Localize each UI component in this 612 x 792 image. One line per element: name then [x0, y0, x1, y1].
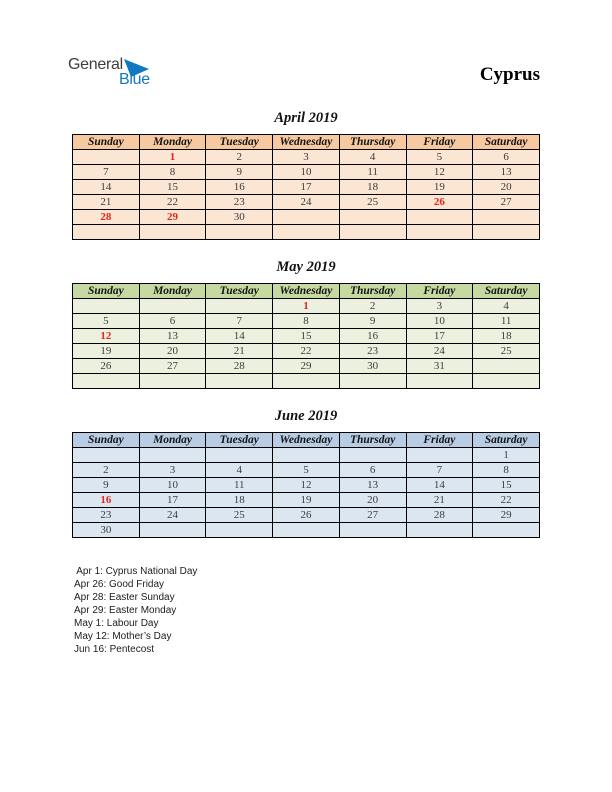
day-cell-18: 18	[339, 180, 406, 195]
day-cell-30: 30	[339, 359, 406, 374]
week-row	[73, 299, 540, 314]
day-cell-2: 2	[339, 299, 406, 314]
empty-day-cell	[406, 210, 473, 225]
day-cell-30: 30	[206, 210, 273, 225]
day-cell-29: 29	[473, 508, 540, 523]
calendar-table-june	[72, 432, 540, 538]
week-row	[73, 359, 540, 374]
week-row	[73, 329, 540, 344]
month-title-may: May 2019	[276, 259, 336, 275]
month-title-april: April 2019	[274, 110, 338, 126]
day-cell-28: 28	[73, 210, 140, 225]
holiday-item: Apr 29: Easter Monday	[74, 605, 177, 616]
day-cell-24: 24	[273, 195, 340, 210]
day-cell-11: 11	[473, 314, 540, 329]
day-cell-19: 19	[273, 493, 340, 508]
day-cell-14: 14	[73, 180, 140, 195]
week-row	[73, 478, 540, 493]
day-cell-6: 6	[339, 463, 406, 478]
day-cell-21: 21	[406, 493, 473, 508]
day-header-friday: Friday	[406, 433, 473, 448]
day-header-tuesday: Tuesday	[206, 433, 273, 448]
day-header-thursday: Thursday	[339, 433, 406, 448]
calendar-table-april	[72, 134, 540, 240]
week-row	[73, 493, 540, 508]
day-cell-14: 14	[406, 478, 473, 493]
day-cell-15: 15	[139, 180, 206, 195]
week-row	[73, 448, 540, 463]
day-cell-7: 7	[406, 463, 473, 478]
week-row	[73, 150, 540, 165]
empty-day-cell	[339, 523, 406, 538]
week-row	[73, 210, 540, 225]
day-cell-25: 25	[339, 195, 406, 210]
day-header-friday: Friday	[406, 284, 473, 299]
day-cell-10: 10	[139, 478, 206, 493]
day-cell-4: 4	[339, 150, 406, 165]
day-cell-1: 1	[139, 150, 206, 165]
day-cell-19: 19	[406, 180, 473, 195]
empty-day-cell	[273, 225, 340, 240]
day-header-sunday: Sunday	[73, 433, 140, 448]
page-title: Cyprus	[479, 64, 540, 85]
empty-day-cell	[73, 225, 140, 240]
day-cell-1: 1	[473, 448, 540, 463]
empty-day-cell	[139, 225, 206, 240]
month-section-april	[72, 108, 540, 240]
day-cell-4: 4	[473, 299, 540, 314]
day-cell-8: 8	[139, 165, 206, 180]
day-header-thursday: Thursday	[339, 284, 406, 299]
day-cell-14: 14	[206, 329, 273, 344]
empty-day-cell	[206, 299, 273, 314]
day-header-wednesday: Wednesday	[273, 433, 340, 448]
day-cell-10: 10	[273, 165, 340, 180]
day-cell-23: 23	[339, 344, 406, 359]
day-cell-3: 3	[273, 150, 340, 165]
empty-day-cell	[206, 523, 273, 538]
empty-day-cell	[406, 374, 473, 389]
empty-day-cell	[273, 210, 340, 225]
empty-day-cell	[73, 150, 140, 165]
day-header-thursday: Thursday	[339, 135, 406, 150]
day-cell-6: 6	[139, 314, 206, 329]
day-cell-22: 22	[473, 493, 540, 508]
day-cell-19: 19	[73, 344, 140, 359]
day-cell-11: 11	[339, 165, 406, 180]
day-header-friday: Friday	[406, 135, 473, 150]
logo-text-blue: Blue	[119, 71, 150, 88]
week-row	[73, 165, 540, 180]
day-cell-15: 15	[473, 478, 540, 493]
day-cell-11: 11	[206, 478, 273, 493]
day-cell-26: 26	[406, 195, 473, 210]
day-cell-16: 16	[206, 180, 273, 195]
day-cell-5: 5	[73, 314, 140, 329]
day-cell-2: 2	[206, 150, 273, 165]
empty-day-cell	[473, 225, 540, 240]
day-cell-3: 3	[406, 299, 473, 314]
empty-day-cell	[139, 374, 206, 389]
calendar-table-may	[72, 283, 540, 389]
empty-day-cell	[406, 523, 473, 538]
day-cell-9: 9	[206, 165, 273, 180]
day-cell-27: 27	[339, 508, 406, 523]
day-cell-22: 22	[273, 344, 340, 359]
empty-day-cell	[139, 299, 206, 314]
day-cell-26: 26	[73, 359, 140, 374]
day-cell-16: 16	[73, 493, 140, 508]
empty-day-cell	[473, 210, 540, 225]
day-cell-22: 22	[139, 195, 206, 210]
holiday-item: Apr 26: Good Friday	[74, 579, 165, 590]
day-cell-17: 17	[406, 329, 473, 344]
day-cell-7: 7	[206, 314, 273, 329]
day-cell-9: 9	[339, 314, 406, 329]
day-cell-4: 4	[206, 463, 273, 478]
empty-day-cell	[73, 299, 140, 314]
empty-day-cell	[339, 225, 406, 240]
day-header-wednesday: Wednesday	[273, 284, 340, 299]
day-cell-8: 8	[473, 463, 540, 478]
day-cell-21: 21	[73, 195, 140, 210]
day-cell-2: 2	[73, 463, 140, 478]
day-cell-5: 5	[406, 150, 473, 165]
day-cell-5: 5	[273, 463, 340, 478]
day-cell-24: 24	[406, 344, 473, 359]
empty-day-cell	[339, 448, 406, 463]
day-cell-29: 29	[273, 359, 340, 374]
day-cell-28: 28	[406, 508, 473, 523]
empty-day-cell	[339, 374, 406, 389]
week-row	[73, 523, 540, 538]
holiday-item: Apr 28: Easter Sunday	[74, 592, 175, 603]
day-cell-18: 18	[206, 493, 273, 508]
day-cell-26: 26	[273, 508, 340, 523]
empty-day-cell	[406, 448, 473, 463]
week-row	[73, 314, 540, 329]
day-cell-27: 27	[473, 195, 540, 210]
day-cell-15: 15	[273, 329, 340, 344]
empty-day-cell	[273, 374, 340, 389]
day-cell-25: 25	[473, 344, 540, 359]
empty-day-cell	[139, 523, 206, 538]
day-header-wednesday: Wednesday	[273, 135, 340, 150]
day-cell-23: 23	[73, 508, 140, 523]
day-cell-3: 3	[139, 463, 206, 478]
day-cell-20: 20	[473, 180, 540, 195]
day-cell-17: 17	[139, 493, 206, 508]
week-row	[73, 508, 540, 523]
week-row	[73, 225, 540, 240]
day-cell-12: 12	[406, 165, 473, 180]
day-cell-8: 8	[273, 314, 340, 329]
day-cell-13: 13	[473, 165, 540, 180]
day-header-saturday: Saturday	[473, 135, 540, 150]
empty-day-cell	[473, 374, 540, 389]
week-row	[73, 180, 540, 195]
holiday-item: May 1: Labour Day	[74, 618, 159, 629]
day-cell-7: 7	[73, 165, 140, 180]
day-cell-12: 12	[273, 478, 340, 493]
empty-day-cell	[206, 374, 273, 389]
day-header-sunday: Sunday	[73, 284, 140, 299]
day-cell-17: 17	[273, 180, 340, 195]
empty-day-cell	[73, 448, 140, 463]
empty-day-cell	[139, 448, 206, 463]
day-cell-29: 29	[139, 210, 206, 225]
empty-day-cell	[273, 523, 340, 538]
day-cell-23: 23	[206, 195, 273, 210]
day-header-monday: Monday	[139, 284, 206, 299]
day-header-monday: Monday	[139, 135, 206, 150]
week-row	[73, 195, 540, 210]
logo-text-general: General	[68, 56, 123, 73]
week-row	[73, 374, 540, 389]
day-cell-27: 27	[139, 359, 206, 374]
day-cell-18: 18	[473, 329, 540, 344]
holiday-list	[74, 565, 197, 656]
empty-day-cell	[339, 210, 406, 225]
holiday-item: Apr 1: Cyprus National Day	[74, 566, 198, 577]
day-cell-28: 28	[206, 359, 273, 374]
day-cell-6: 6	[473, 150, 540, 165]
empty-day-cell	[273, 448, 340, 463]
empty-day-cell	[406, 225, 473, 240]
month-section-may	[72, 257, 540, 389]
day-header-tuesday: Tuesday	[206, 284, 273, 299]
day-header-monday: Monday	[139, 433, 206, 448]
general-blue-logo	[68, 56, 178, 88]
day-cell-13: 13	[339, 478, 406, 493]
holiday-item: Jun 16: Pentecost	[74, 644, 155, 655]
day-cell-24: 24	[139, 508, 206, 523]
empty-day-cell	[73, 374, 140, 389]
week-row	[73, 463, 540, 478]
empty-day-cell	[206, 225, 273, 240]
empty-day-cell	[473, 523, 540, 538]
day-header-sunday: Sunday	[73, 135, 140, 150]
day-header-row	[73, 433, 540, 448]
day-cell-25: 25	[206, 508, 273, 523]
day-cell-9: 9	[73, 478, 140, 493]
day-cell-20: 20	[139, 344, 206, 359]
day-cell-13: 13	[139, 329, 206, 344]
day-cell-31: 31	[406, 359, 473, 374]
day-header-row	[73, 135, 540, 150]
day-cell-21: 21	[206, 344, 273, 359]
day-header-row	[73, 284, 540, 299]
month-section-june	[72, 406, 540, 538]
day-cell-16: 16	[339, 329, 406, 344]
day-cell-1: 1	[273, 299, 340, 314]
day-cell-12: 12	[73, 329, 140, 344]
empty-day-cell	[206, 448, 273, 463]
day-header-saturday: Saturday	[473, 284, 540, 299]
empty-day-cell	[473, 359, 540, 374]
week-row	[73, 344, 540, 359]
day-header-tuesday: Tuesday	[206, 135, 273, 150]
day-cell-30: 30	[73, 523, 140, 538]
month-title-june: June 2019	[274, 408, 338, 424]
day-cell-10: 10	[406, 314, 473, 329]
day-cell-20: 20	[339, 493, 406, 508]
holiday-item: May 12: Mother’s Day	[74, 631, 172, 642]
day-header-saturday: Saturday	[473, 433, 540, 448]
